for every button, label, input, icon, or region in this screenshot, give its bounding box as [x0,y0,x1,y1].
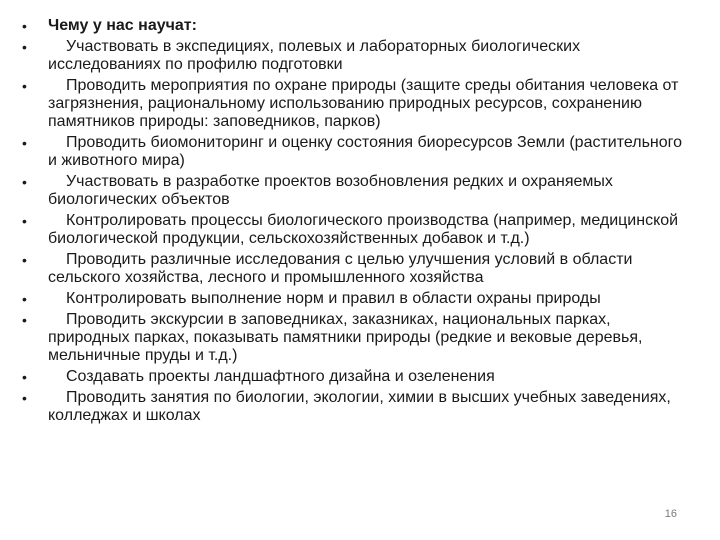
bullet-icon: • [22,213,27,229]
list-item-text: Контролировать выполнение норм и правил в области охраны природы [66,290,601,307]
list-item [22,251,692,287]
list-item-text: Контролировать процессы биологического производства (например, медицинской биологической продукции, сельскохозяйственных добавок и т.д.) [48,212,679,247]
list-item [22,290,692,308]
bullet-list [22,17,692,428]
bullet-icon: • [22,39,27,55]
bullet-icon: • [22,78,27,94]
list-item [22,212,692,248]
bullet-icon: • [22,174,27,190]
list-item-text: Проводить занятия по биологии, экологии, химии в высших учебных заведениях, колледжах и школах [48,389,671,424]
list-item [22,77,692,131]
page-number: 16 [664,508,677,520]
list-item-text: Участвовать в экспедициях, полевых и лабораторных биологических исследованиях по профилю подготовки [48,38,581,73]
bullet-icon: • [22,369,27,385]
list-item [22,173,692,209]
bullet-icon: • [22,390,27,406]
heading-text: Чему у нас научат: [48,17,197,34]
list-item-text: Проводить различные исследования с целью улучшения условий в области сельского хозяйства, лесного и промышленного хозяйства [48,251,633,286]
bullet-icon: • [22,252,27,268]
bullet-icon: • [22,312,27,328]
list-item [22,134,692,170]
list-item-text: Проводить биомониторинг и оценку состояния биоресурсов Земли (растительного и животного мира) [48,134,683,169]
bullet-icon: • [22,135,27,151]
list-item-text: Создавать проекты ландшафтного дизайна и озеленения [66,368,495,385]
list-heading [22,17,692,35]
bullet-icon: • [22,291,27,307]
list-item [22,368,692,386]
list-item-text: Проводить экскурсии в заповедниках, заказниках, национальных парках, природных парках, показывать памятники природы (редкие и вековые деревья, мельничные пруды и т.д.) [48,311,643,364]
list-item [22,38,692,74]
list-item-text: Проводить мероприятия по охране природы (защите среды обитания человека от загрязнения, рациональному использованию природных ресурсов, сохранению памятников природы: заповедников, парков) [48,77,679,130]
list-item [22,311,692,365]
list-item-text: Участвовать в разработке проектов возобновления редких и охраняемых биологических объектов [48,173,613,208]
bullet-icon: • [22,18,27,34]
list-item [22,389,692,425]
